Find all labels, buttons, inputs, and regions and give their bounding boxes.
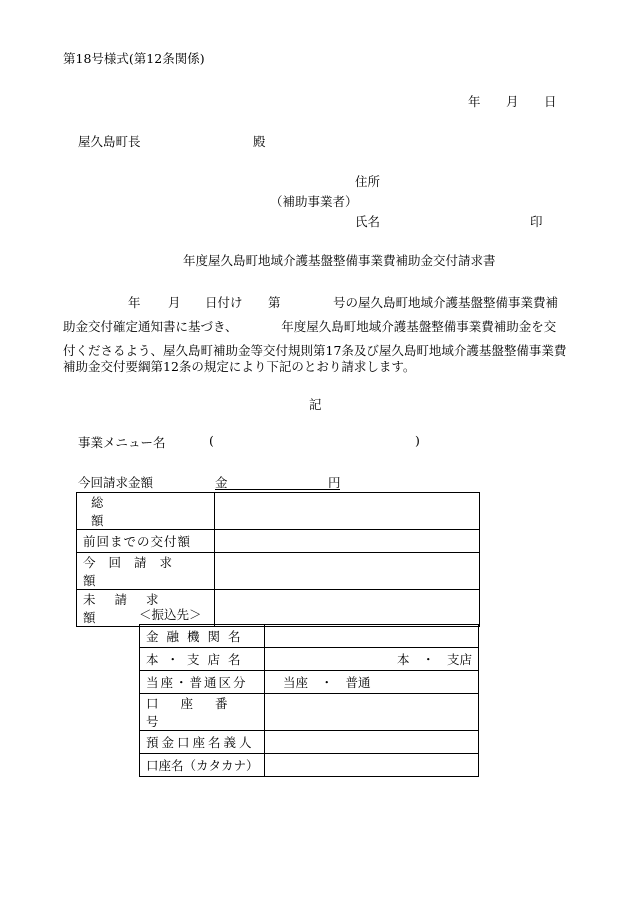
table-row <box>140 754 479 777</box>
bank-label-account-number: 口座番号 <box>140 694 265 731</box>
body-line4: 補助金交付要綱第12条の規定により下記のとおり請求します。 <box>63 359 416 374</box>
ki-mark: 記 <box>309 397 322 412</box>
document-title: 年度屋久島町地域介護基盤整備事業費補助金交付請求書 <box>183 253 496 268</box>
bank-value-type[interactable]: 当座 ・ 普通 <box>265 671 479 694</box>
bank-label-institution: 金融機関名 <box>140 625 265 648</box>
menu-open-paren: ( <box>209 433 214 448</box>
body-year: 年 <box>128 295 141 310</box>
table-row <box>77 553 480 590</box>
form-number: 第18号様式(第12条関係) <box>63 51 205 66</box>
amount-label-current: 今回請求額 <box>77 553 215 590</box>
table-row <box>140 694 479 731</box>
date-month: 月 <box>506 94 519 109</box>
date-year: 年 <box>468 94 481 109</box>
request-amount-line <box>215 473 340 490</box>
table-row <box>140 731 479 754</box>
body-dated: 日付け <box>205 295 243 310</box>
amount-value-current[interactable] <box>215 553 480 590</box>
table-row <box>77 493 480 530</box>
body-line1-rest: 号の屋久島町地域介護基盤整備事業費補 <box>333 295 559 310</box>
bank-label-branch: 本・支店名 <box>140 648 265 671</box>
amount-table <box>76 492 480 627</box>
request-yen: 円 <box>328 475 341 490</box>
table-row <box>140 648 479 671</box>
table-row <box>77 530 480 553</box>
amount-label-total: 総額 <box>77 493 215 530</box>
bank-label-kana: 口座名（カタカナ） <box>140 754 265 777</box>
request-kin: 金 <box>215 475 228 490</box>
amount-value-total[interactable] <box>215 493 480 530</box>
amount-value-previous[interactable] <box>215 530 480 553</box>
table-row <box>140 671 479 694</box>
amount-label-remaining: 未請求額 <box>77 590 215 627</box>
amount-value-remaining[interactable] <box>215 590 480 627</box>
bank-heading: ＜振込先＞ <box>139 607 202 622</box>
bank-value-institution[interactable] <box>265 625 479 648</box>
name-label: 氏名 <box>355 214 381 229</box>
body-dai: 第 <box>268 295 281 310</box>
body-line2: 助金交付確定通知書に基づき、 年度屋久島町地域介護基盤整備事業費補助金を交 <box>63 319 557 334</box>
bank-value-holder[interactable] <box>265 731 479 754</box>
addressee-name: 屋久島町長 <box>78 134 141 149</box>
menu-label: 事業メニュー名 <box>78 435 166 450</box>
request-label: 今回請求金額 <box>78 475 154 490</box>
address-label: 住所 <box>355 174 381 189</box>
table-row <box>140 625 479 648</box>
seal-label: 印 <box>530 214 543 229</box>
amount-label-previous: 前回までの交付額 <box>77 530 215 553</box>
menu-close-paren: ) <box>415 433 420 448</box>
bank-value-account-number[interactable] <box>265 694 479 731</box>
body-month: 月 <box>168 295 181 310</box>
body-line3: 付くださるよう、屋久島町補助金等交付規則第17条及び屋久島町地域介護基盤整備事業費 <box>63 343 567 358</box>
bank-table <box>139 624 479 777</box>
table-row <box>77 590 480 627</box>
bank-value-kana[interactable] <box>265 754 479 777</box>
bank-label-type: 当座・普通区分 <box>140 671 265 694</box>
addressee-honorific: 殿 <box>253 134 266 149</box>
date-day: 日 <box>544 94 557 109</box>
bank-value-branch[interactable]: 本 ・ 支店 <box>265 648 479 671</box>
bank-label-holder: 預金口座名義人 <box>140 731 265 754</box>
applicant-role: （補助事業者） <box>270 194 358 209</box>
